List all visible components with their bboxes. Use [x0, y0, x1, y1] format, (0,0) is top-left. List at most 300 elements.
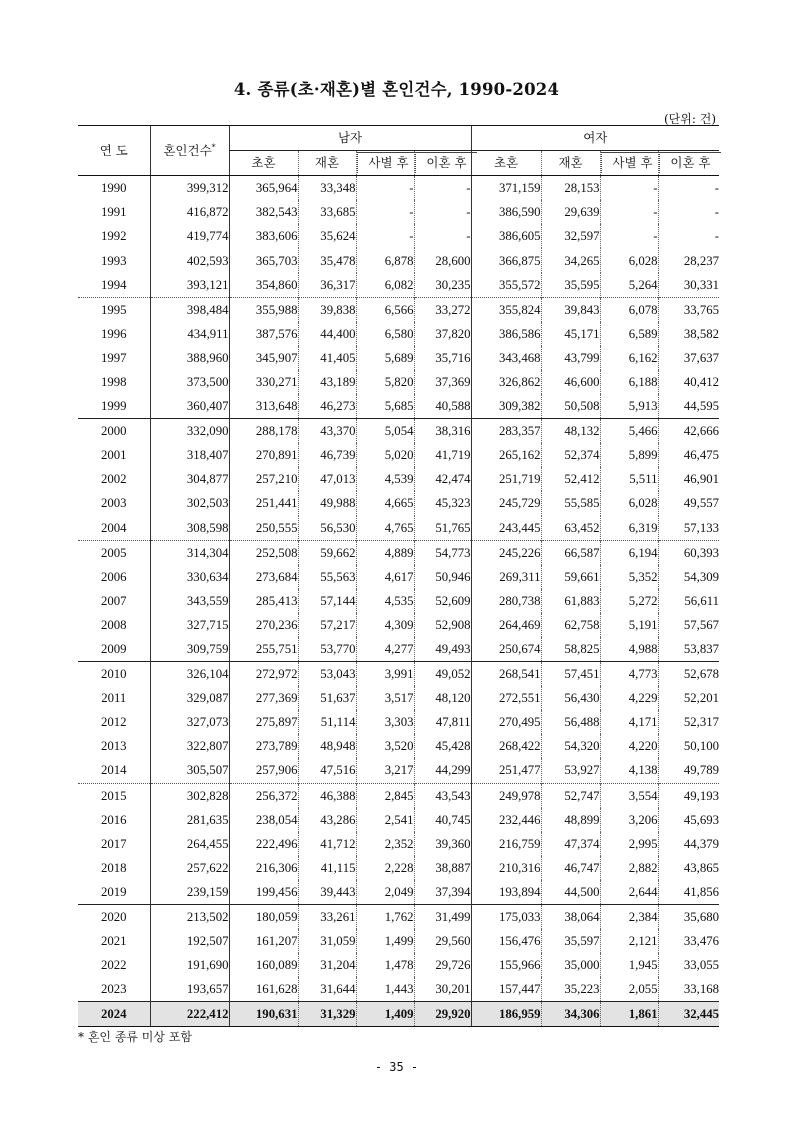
cell-female-after-divorce: 60,393: [658, 540, 719, 565]
cell-year: 2000: [78, 419, 150, 444]
cell-female-after-death: 4,171: [600, 710, 658, 734]
cell-total: 373,500: [150, 370, 229, 394]
cell-year: 2023: [100, 982, 127, 997]
cell-female-after-death: 3,206: [600, 808, 658, 832]
cell-female-after-death: 6,589: [600, 322, 658, 346]
marriage-table: [78, 125, 719, 1027]
table-row: [78, 297, 719, 322]
cell-female-after-divorce: 45,693: [658, 808, 719, 832]
cell-female-after-death: 4,220: [600, 734, 658, 758]
cell-male-first: 190,631: [229, 1002, 298, 1027]
cell-male-remarriage: 39,838: [298, 297, 356, 322]
table-row: [78, 905, 719, 930]
cell-male-after-divorce: 54,773: [414, 540, 471, 565]
cell-male-after-death: 4,889: [356, 540, 414, 565]
cell-year: 2015: [78, 783, 150, 808]
cell-female-first: 366,875: [471, 248, 541, 272]
page-number: - 35 -: [374, 1060, 419, 1074]
cell-female-first: 270,495: [471, 710, 541, 734]
cell-male-after-death: 4,539: [356, 467, 414, 491]
cell-female-first: 268,541: [471, 662, 541, 687]
cell-male-after-death: -: [356, 200, 414, 224]
table-row: [78, 832, 719, 856]
cell-female-remarriage: 53,927: [541, 758, 600, 783]
cell-female-after-death: 1,945: [600, 953, 658, 977]
cell-male-first: 238,054: [229, 808, 298, 832]
cell-male-first: 313,648: [229, 394, 298, 419]
cell-male-after-death: 4,309: [356, 613, 414, 637]
cell-female-after-death: 6,188: [600, 370, 658, 394]
cell-male-after-death: 1,499: [356, 929, 414, 953]
cell-total: 419,774: [150, 224, 229, 248]
cell-female-remarriage: 46,600: [541, 370, 600, 394]
cell-female-remarriage: 47,374: [541, 832, 600, 856]
cell-male-first: 250,555: [229, 516, 298, 541]
cell-female-remarriage: 45,171: [541, 322, 600, 346]
cell-total: 360,407: [150, 394, 229, 419]
table-row: [78, 516, 719, 541]
cell-total: 239,159: [150, 880, 229, 905]
cell-male-first: 277,369: [229, 686, 298, 710]
cell-female-after-divorce: 33,476: [658, 929, 719, 953]
cell-total: 192,507: [150, 929, 229, 953]
cell-female-after-divorce: 49,193: [658, 783, 719, 808]
cell-year: 2013: [100, 739, 127, 754]
cell-total: 309,759: [150, 637, 229, 662]
cell-female-after-death: 5,913: [600, 394, 658, 419]
cell-year: 2024: [78, 1002, 150, 1027]
cell-male-remarriage: 46,273: [298, 394, 356, 419]
cell-total: 330,634: [150, 565, 229, 589]
cell-year: 2005: [78, 540, 150, 565]
header-total-mark: *: [211, 142, 216, 152]
cell-female-remarriage: 34,265: [541, 248, 600, 272]
cell-female-remarriage: 63,452: [541, 516, 600, 541]
cell-male-after-death: 1,409: [356, 1002, 414, 1027]
cell-year: 1997: [100, 350, 127, 365]
cell-female-after-death: 5,511: [600, 467, 658, 491]
cell-year: 2019: [100, 884, 127, 899]
cell-male-first: 256,372: [229, 783, 298, 808]
cell-female-first: 249,978: [471, 783, 541, 808]
cell-male-after-divorce: 30,201: [414, 977, 471, 1002]
cell-female-after-divorce: 52,678: [658, 662, 719, 687]
cell-total: 402,593: [150, 248, 229, 272]
cell-female-after-death: 2,384: [600, 905, 658, 930]
cell-total: 193,657: [150, 977, 229, 1002]
cell-male-first: 251,441: [229, 491, 298, 515]
cell-male-after-death: -: [356, 176, 414, 201]
cell-total: 318,407: [150, 443, 229, 467]
cell-female-first: 156,476: [471, 929, 541, 953]
cell-male-after-divorce: 42,474: [414, 467, 471, 491]
cell-year: 2006: [100, 569, 127, 584]
table-row: [78, 783, 719, 808]
cell-male-remarriage: 31,644: [298, 977, 356, 1002]
table-row: [78, 565, 719, 589]
cell-year: 2002: [100, 472, 127, 487]
cell-year: 2016: [100, 812, 127, 827]
cell-male-first: 275,897: [229, 710, 298, 734]
cell-male-after-death: 3,517: [356, 686, 414, 710]
footnote: * 혼인 종류 미상 포함: [78, 1030, 192, 1044]
cell-male-first: 216,306: [229, 856, 298, 880]
table-row: [78, 734, 719, 758]
table-row: [78, 394, 719, 419]
cell-male-after-death: 2,541: [356, 808, 414, 832]
cell-male-first: 365,703: [229, 248, 298, 272]
cell-male-after-divorce: 37,369: [414, 370, 471, 394]
cell-male-after-divorce: 29,726: [414, 953, 471, 977]
cell-female-remarriage: 38,064: [541, 905, 600, 930]
cell-male-after-divorce: 52,609: [414, 589, 471, 613]
table-row: [78, 176, 719, 201]
cell-female-after-death: 2,121: [600, 929, 658, 953]
cell-total: 304,877: [150, 467, 229, 491]
cell-female-first: 251,719: [471, 467, 541, 491]
cell-year: 2003: [100, 496, 127, 511]
cell-female-remarriage: 48,132: [541, 419, 600, 444]
table-row: [78, 200, 719, 224]
cell-female-remarriage: 66,587: [541, 540, 600, 565]
cell-year: 1996: [100, 326, 127, 341]
cell-female-after-death: 4,229: [600, 686, 658, 710]
cell-male-after-divorce: 29,560: [414, 929, 471, 953]
cell-female-after-divorce: 40,412: [658, 370, 719, 394]
cell-male-first: 355,988: [229, 297, 298, 322]
cell-female-remarriage: 59,661: [541, 565, 600, 589]
table-row: [78, 419, 719, 444]
cell-total: 332,090: [150, 419, 229, 444]
cell-male-after-death: 2,352: [356, 832, 414, 856]
cell-male-remarriage: 55,563: [298, 565, 356, 589]
table-row: [78, 1002, 719, 1027]
cell-male-after-death: 2,845: [356, 783, 414, 808]
cell-male-after-divorce: 47,811: [414, 710, 471, 734]
cell-total: 322,807: [150, 734, 229, 758]
cell-male-after-divorce: 38,316: [414, 419, 471, 444]
header-female-first: 초혼: [471, 151, 541, 176]
cell-male-remarriage: 53,043: [298, 662, 356, 687]
cell-male-first: 273,684: [229, 565, 298, 589]
cell-male-remarriage: 39,443: [298, 880, 356, 905]
cell-male-first: 255,751: [229, 637, 298, 662]
cell-male-after-death: 1,443: [356, 977, 414, 1002]
cell-female-after-death: 5,899: [600, 443, 658, 467]
cell-female-first: 216,759: [471, 832, 541, 856]
cell-female-first: 251,477: [471, 758, 541, 783]
table-body: [78, 176, 719, 1027]
cell-male-first: 270,236: [229, 613, 298, 637]
cell-male-after-death: 5,054: [356, 419, 414, 444]
cell-female-first: 155,966: [471, 953, 541, 977]
cell-female-first: 355,824: [471, 297, 541, 322]
cell-female-after-divorce: 56,611: [658, 589, 719, 613]
cell-female-after-death: 5,272: [600, 589, 658, 613]
cell-male-after-divorce: 49,052: [414, 662, 471, 687]
cell-female-after-divorce: 57,133: [658, 516, 719, 541]
cell-year: 1995: [78, 297, 150, 322]
cell-year: 2007: [100, 593, 127, 608]
cell-female-remarriage: 56,488: [541, 710, 600, 734]
cell-total: 222,412: [150, 1002, 229, 1027]
cell-total: 257,622: [150, 856, 229, 880]
cell-female-first: 371,159: [471, 176, 541, 201]
cell-year: 1999: [100, 399, 127, 414]
cell-female-after-death: 3,554: [600, 783, 658, 808]
cell-male-first: 354,860: [229, 273, 298, 298]
cell-male-after-death: 4,277: [356, 637, 414, 662]
cell-female-remarriage: 29,639: [541, 200, 600, 224]
cell-male-remarriage: 31,059: [298, 929, 356, 953]
cell-female-after-divorce: 44,379: [658, 832, 719, 856]
cell-total: 264,455: [150, 832, 229, 856]
table-row: [78, 856, 719, 880]
cell-male-remarriage: 49,988: [298, 491, 356, 515]
header-total-label: 혼인건수: [163, 142, 212, 158]
cell-female-first: 193,894: [471, 880, 541, 905]
cell-male-first: 161,628: [229, 977, 298, 1002]
table-row: [78, 370, 719, 394]
cell-female-after-divorce: 28,237: [658, 248, 719, 272]
cell-female-remarriage: 35,000: [541, 953, 600, 977]
cell-female-after-death: 2,882: [600, 856, 658, 880]
cell-female-first: 243,445: [471, 516, 541, 541]
header-female-after-death: [600, 151, 658, 176]
cell-year: 1998: [100, 374, 127, 389]
cell-male-after-divorce: -: [414, 200, 471, 224]
header-male: 남자: [229, 126, 471, 151]
cell-female-remarriage: 50,508: [541, 394, 600, 419]
cell-female-first: 280,738: [471, 589, 541, 613]
table-row: [78, 273, 719, 298]
cell-male-first: 180,059: [229, 905, 298, 930]
cell-female-after-divorce: 57,567: [658, 613, 719, 637]
cell-male-after-death: 4,665: [356, 491, 414, 515]
cell-year: 2008: [100, 617, 127, 632]
cell-female-remarriage: 58,825: [541, 637, 600, 662]
cell-male-remarriage: 43,286: [298, 808, 356, 832]
cell-male-remarriage: 47,013: [298, 467, 356, 491]
cell-total: 191,690: [150, 953, 229, 977]
table-row: [78, 346, 719, 370]
cell-male-first: 288,178: [229, 419, 298, 444]
cell-male-after-divorce: 35,716: [414, 346, 471, 370]
cell-male-first: 257,906: [229, 758, 298, 783]
cell-male-after-death: 4,535: [356, 589, 414, 613]
cell-female-remarriage: 52,412: [541, 467, 600, 491]
cell-female-first: 272,551: [471, 686, 541, 710]
table-row: [78, 808, 719, 832]
cell-male-first: 365,964: [229, 176, 298, 201]
table-row: [78, 758, 719, 783]
cell-female-after-divorce: 33,055: [658, 953, 719, 977]
cell-male-after-divorce: 52,908: [414, 613, 471, 637]
cell-year: 1991: [100, 205, 127, 220]
cell-male-remarriage: 57,217: [298, 613, 356, 637]
cell-male-first: 161,207: [229, 929, 298, 953]
cell-female-after-death: 6,162: [600, 346, 658, 370]
cell-female-first: 386,590: [471, 200, 541, 224]
cell-female-first: 309,382: [471, 394, 541, 419]
cell-female-first: 343,468: [471, 346, 541, 370]
cell-male-remarriage: 33,261: [298, 905, 356, 930]
cell-female-after-death: 6,078: [600, 297, 658, 322]
cell-male-remarriage: 57,144: [298, 589, 356, 613]
cell-female-remarriage: 55,585: [541, 491, 600, 515]
cell-female-after-divorce: 52,201: [658, 686, 719, 710]
cell-total: 281,635: [150, 808, 229, 832]
cell-male-first: 285,413: [229, 589, 298, 613]
cell-year: 1994: [100, 277, 127, 292]
cell-male-after-death: 6,878: [356, 248, 414, 272]
cell-male-remarriage: 43,370: [298, 419, 356, 444]
cell-male-after-death: 5,020: [356, 443, 414, 467]
cell-female-after-divorce: 30,331: [658, 273, 719, 298]
cell-male-remarriage: 35,624: [298, 224, 356, 248]
header-female-after-death-label: 사별 후: [601, 152, 663, 173]
cell-male-after-divorce: 37,820: [414, 322, 471, 346]
table-row: [78, 443, 719, 467]
cell-male-first: 345,907: [229, 346, 298, 370]
cell-year: 2001: [100, 448, 127, 463]
cell-total: 326,104: [150, 662, 229, 687]
cell-male-remarriage: 47,516: [298, 758, 356, 783]
cell-female-first: 245,729: [471, 491, 541, 515]
cell-female-after-death: 5,264: [600, 273, 658, 298]
cell-male-after-divorce: 49,493: [414, 637, 471, 662]
cell-male-after-death: 1,762: [356, 905, 414, 930]
cell-female-after-death: 6,028: [600, 248, 658, 272]
cell-male-first: 387,576: [229, 322, 298, 346]
cell-male-after-death: 6,566: [356, 297, 414, 322]
cell-year: 2011: [101, 691, 127, 706]
cell-female-after-death: 4,138: [600, 758, 658, 783]
cell-female-first: 269,311: [471, 565, 541, 589]
cell-male-remarriage: 41,712: [298, 832, 356, 856]
cell-total: 302,828: [150, 783, 229, 808]
cell-male-after-divorce: 41,719: [414, 443, 471, 467]
table-row: [78, 880, 719, 905]
table-row: [78, 589, 719, 613]
cell-female-first: 232,446: [471, 808, 541, 832]
cell-male-remarriage: 43,189: [298, 370, 356, 394]
cell-male-first: 222,496: [229, 832, 298, 856]
cell-female-after-death: 5,191: [600, 613, 658, 637]
cell-total: 302,503: [150, 491, 229, 515]
cell-female-after-divorce: -: [658, 176, 719, 201]
cell-female-after-divorce: 37,637: [658, 346, 719, 370]
table-row: [78, 322, 719, 346]
cell-male-first: 330,271: [229, 370, 298, 394]
cell-female-after-divorce: -: [658, 200, 719, 224]
table-row: [78, 467, 719, 491]
cell-female-remarriage: 43,799: [541, 346, 600, 370]
cell-year: 2022: [100, 958, 127, 973]
cell-total: 327,715: [150, 613, 229, 637]
cell-female-first: 264,469: [471, 613, 541, 637]
cell-female-remarriage: 39,843: [541, 297, 600, 322]
cell-female-after-death: 5,352: [600, 565, 658, 589]
cell-male-after-death: 5,689: [356, 346, 414, 370]
cell-year: 2017: [100, 836, 127, 851]
header-male-after-death-label: 사별 후: [357, 152, 419, 173]
cell-female-after-death: 2,644: [600, 880, 658, 905]
cell-male-remarriage: 33,685: [298, 200, 356, 224]
cell-female-after-divorce: 52,317: [658, 710, 719, 734]
cell-male-remarriage: 46,739: [298, 443, 356, 467]
cell-male-after-death: 3,303: [356, 710, 414, 734]
cell-female-remarriage: 34,306: [541, 1002, 600, 1027]
cell-male-remarriage: 31,204: [298, 953, 356, 977]
cell-male-after-death: 5,685: [356, 394, 414, 419]
cell-female-after-divorce: 32,445: [658, 1002, 719, 1027]
cell-year: 1992: [100, 229, 127, 244]
cell-year: 2014: [100, 763, 127, 778]
cell-female-remarriage: 52,374: [541, 443, 600, 467]
header-male-first: 초혼: [229, 151, 298, 176]
cell-male-first: 252,508: [229, 540, 298, 565]
table-row: [78, 710, 719, 734]
cell-female-remarriage: 35,223: [541, 977, 600, 1002]
table-row: [78, 224, 719, 248]
header-male-after-divorce: [414, 151, 471, 176]
table-row: [78, 248, 719, 272]
header-total: [150, 126, 229, 176]
header-male-after-divorce-label: 이혼 후: [415, 152, 477, 173]
table-row: [78, 953, 719, 977]
cell-female-first: 386,586: [471, 322, 541, 346]
cell-female-first: 250,674: [471, 637, 541, 662]
cell-female-after-divorce: 41,856: [658, 880, 719, 905]
cell-total: 305,507: [150, 758, 229, 783]
cell-male-after-death: 4,765: [356, 516, 414, 541]
cell-male-remarriage: 31,329: [298, 1002, 356, 1027]
cell-female-after-divorce: 42,666: [658, 419, 719, 444]
cell-male-remarriage: 59,662: [298, 540, 356, 565]
cell-male-after-death: 5,820: [356, 370, 414, 394]
cell-male-after-divorce: -: [414, 224, 471, 248]
table-row: [78, 929, 719, 953]
cell-male-after-death: 2,228: [356, 856, 414, 880]
cell-male-after-divorce: 50,946: [414, 565, 471, 589]
cell-female-remarriage: 54,320: [541, 734, 600, 758]
cell-male-after-death: 6,082: [356, 273, 414, 298]
header-female-after-divorce-label: 이혼 후: [659, 152, 721, 173]
cell-female-first: 355,572: [471, 273, 541, 298]
cell-male-first: 383,606: [229, 224, 298, 248]
cell-male-remarriage: 33,348: [298, 176, 356, 201]
cell-male-first: 273,789: [229, 734, 298, 758]
cell-female-after-divorce: 46,901: [658, 467, 719, 491]
cell-female-after-divorce: 33,168: [658, 977, 719, 1002]
table-row: [78, 637, 719, 662]
cell-male-after-divorce: 31,499: [414, 905, 471, 930]
cell-male-after-divorce: 45,323: [414, 491, 471, 515]
cell-male-after-death: 6,580: [356, 322, 414, 346]
cell-male-after-divorce: 48,120: [414, 686, 471, 710]
cell-female-remarriage: 56,430: [541, 686, 600, 710]
cell-year: 1990: [100, 181, 127, 196]
cell-male-after-divorce: 33,272: [414, 297, 471, 322]
cell-female-after-death: 4,988: [600, 637, 658, 662]
cell-total: 398,484: [150, 297, 229, 322]
cell-female-remarriage: 52,747: [541, 783, 600, 808]
cell-female-first: 245,226: [471, 540, 541, 565]
cell-female-after-death: -: [600, 176, 658, 201]
cell-female-first: 326,862: [471, 370, 541, 394]
cell-male-remarriage: 41,405: [298, 346, 356, 370]
